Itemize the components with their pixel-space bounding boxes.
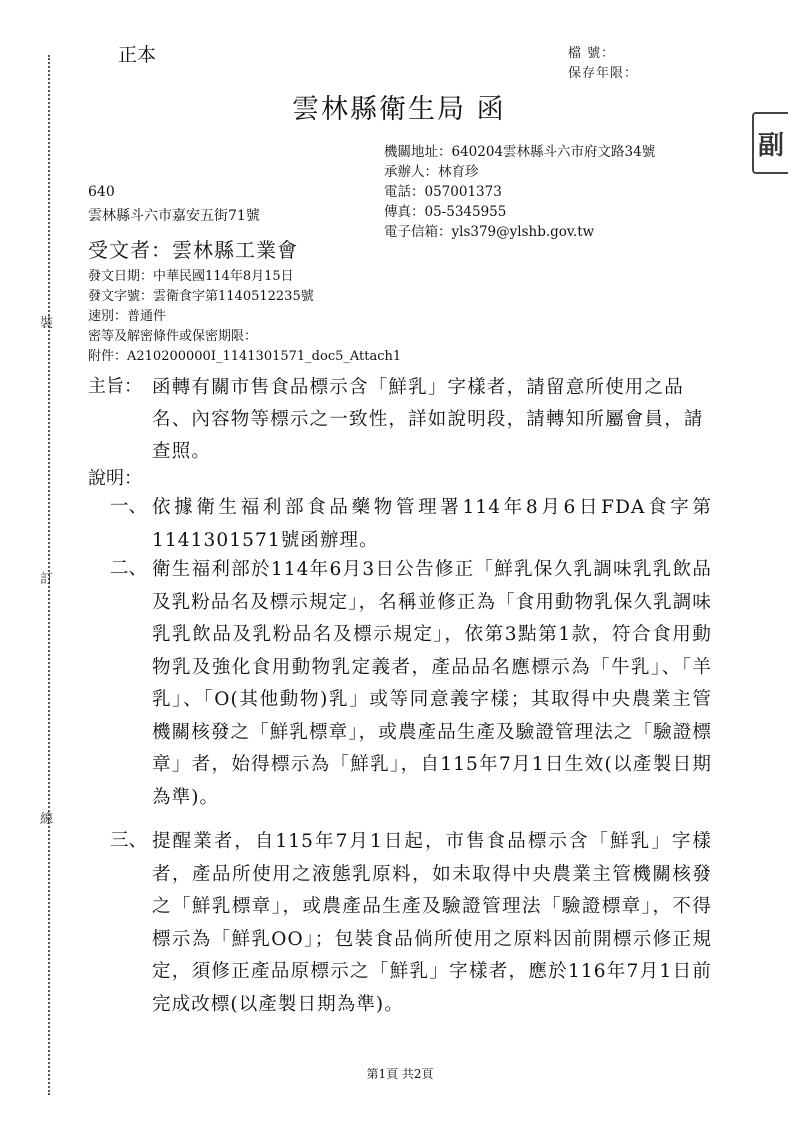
binding-mark-zhuang: 裝 <box>40 316 54 331</box>
issue-date: 發文日期：中華民國114年8月15日 <box>88 269 294 284</box>
item-number: 二、 <box>110 558 148 579</box>
binding-mark-xian: 線 <box>40 812 54 827</box>
agency-fax: 傳真：05-5345955 <box>384 204 507 220</box>
explanation-item-2: 衛生福利部於114年6月3日公告修正「鮮乳保久乳調味乳乳飲品及乳粉品名及標示規定」，名稱並修正為「食用動物乳保久乳調味乳乳飲品及乳粉品名及標示規定」，依第3點第1款，符合食用動物乳及強化食用動物乳定義者，產品品名應標示為「牛乳」、「羊乳」、「O(其他動物)乳」或等同意義字樣；其取得中央農業主管機關核發之「鮮乳標章」，或農產品生產及驗證管理法之「驗證標章」者，始得標示為「鮮乳」，自115年7月1日生效(以產製日期為準)。 <box>152 559 712 808</box>
recipient-zip: 640 <box>88 184 115 200</box>
explanation-item-1: 依據衛生福利部食品藥物管理署114年8月6日FDA食字第1141301571號函辦理。 <box>152 497 712 551</box>
recipient-line: 受文者：雲林縣工業會 <box>88 238 298 262</box>
binding-mark-ding: 訂 <box>40 572 54 587</box>
file-number-label: 檔 號： <box>568 46 616 61</box>
delivery-speed: 速別：普通件 <box>88 309 167 324</box>
explanation-label: 說明： <box>88 468 142 489</box>
document-title: 雲林縣衛生局 函 <box>292 94 506 125</box>
agency-address: 機關地址：640204雲林縣斗六市府文路34號 <box>384 144 656 160</box>
subject-label: 主旨： <box>88 376 142 397</box>
reference-number: 發文字號：雲衛食字第1140512235號 <box>88 289 314 304</box>
agency-phone: 電話：057001373 <box>384 184 502 200</box>
recipient-address: 雲林縣斗六市嘉安五街71號 <box>88 208 260 224</box>
subject-text: 函轉有關市售食品標示含「鮮乳」字樣者，請留意所使用之品名、內容物等標示之一致性，詳如說明段，請轉知所屬會員，請查照。 <box>152 377 704 462</box>
explanation-item-3: 提醒業者，自115年7月1日起，市售食品標示含「鮮乳」字樣者，產品所使用之液態乳原料，如未取得中央農業主管機關核發之「鮮乳標章」，或農產品生產及驗證管理法「驗證標章」，不得標示為「鮮乳OO」；包裝食品倘所使用之原料因前開標示修正規定，須修正產品原標示之「鮮乳」字樣者，應於116年7月1日前完成改標(以產製日期為準)。 <box>152 831 712 1015</box>
stamp-char: 副 <box>757 130 784 161</box>
secrecy-level: 密等及解密條件或保密期限： <box>88 329 258 344</box>
retention-label: 保存年限： <box>568 66 639 81</box>
agency-email: 電子信箱：yls379@ylshb.gov.tw <box>384 224 595 240</box>
item-number: 一、 <box>110 496 148 517</box>
copy-label: 正本 <box>118 44 157 66</box>
agency-contact-person: 承辦人：林育珍 <box>384 164 479 180</box>
page-number: 第1頁 共2頁 <box>366 1067 434 1081</box>
attachment: 附件：A210200000I_1141301571_doc5_Attach1 <box>88 349 402 364</box>
item-number: 三、 <box>110 830 148 851</box>
duplicate-stamp <box>752 112 788 174</box>
